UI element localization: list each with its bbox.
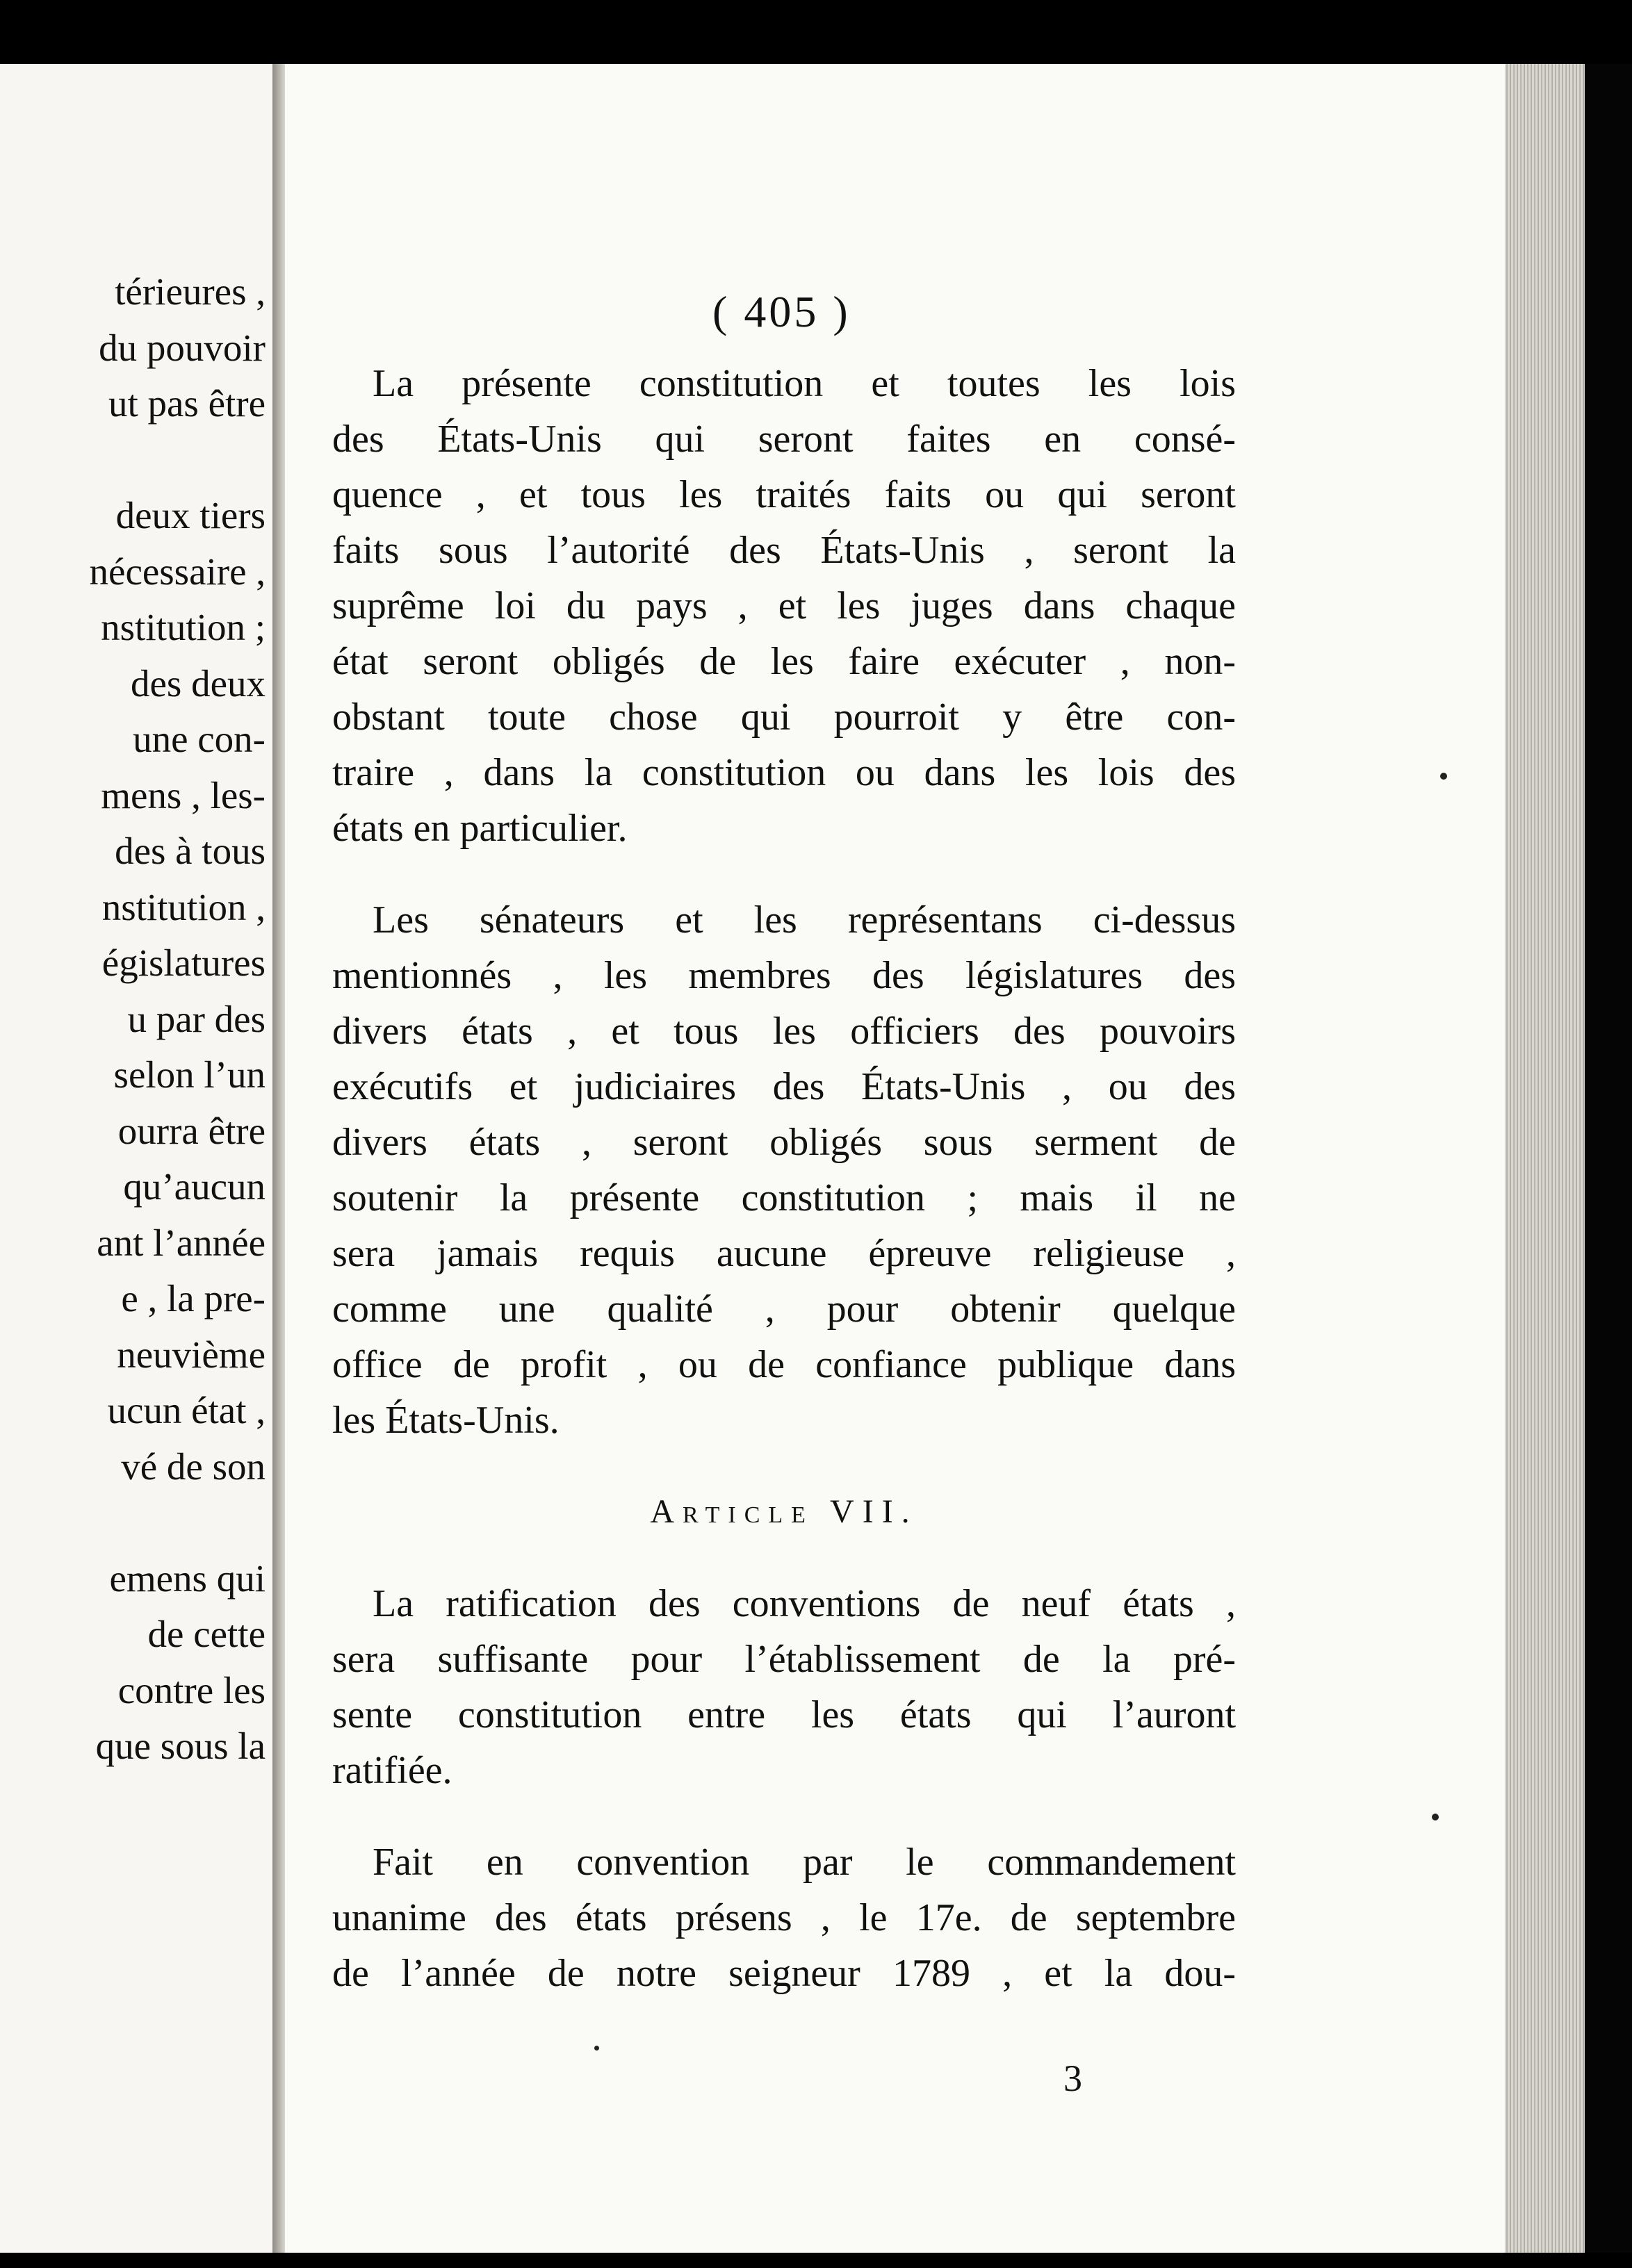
text-line: La présente constitution et toutes les lois xyxy=(373,362,1236,405)
book-gutter xyxy=(272,64,285,2253)
text-line: quence , et tous les traités faits ou qui seront xyxy=(332,473,1236,516)
left-page-line: du pouvoir xyxy=(99,326,266,369)
left-facing-page xyxy=(0,64,275,2253)
text-line: ratifiée. xyxy=(332,1749,452,1792)
left-page-line: u par des xyxy=(127,997,266,1040)
ink-spot xyxy=(1432,1814,1439,1821)
left-page-line: contre les xyxy=(117,1668,266,1711)
text-line: les États-Unis. xyxy=(332,1399,560,1442)
text-line: suprême loi du pays , et les juges dans chaque xyxy=(332,584,1236,627)
text-line: faits sous l’autorité des États-Unis , seront la xyxy=(332,529,1236,572)
left-page-line: une con- xyxy=(133,718,266,760)
left-page-line: e , la pre- xyxy=(121,1277,266,1320)
text-line: états en particulier. xyxy=(332,807,628,850)
main-text xyxy=(332,356,1236,2001)
left-page-line: emens qui xyxy=(109,1556,266,1600)
text-line: obstant toute chose qui pourroit y être con- xyxy=(332,696,1236,739)
left-page-line: des à tous xyxy=(115,830,266,872)
text-line: divers états , seront obligés sous serment de xyxy=(332,1121,1236,1164)
text-line: La ratification des conventions de neuf états , xyxy=(373,1582,1236,1625)
left-page-line: égislatures xyxy=(101,942,266,984)
ink-spot xyxy=(594,2046,599,2051)
paragraph-2 xyxy=(332,892,1236,1448)
paragraph-3 xyxy=(332,1576,1236,1798)
text-line: comme une qualité , pour obtenir quelque xyxy=(332,1288,1236,1331)
text-line: état seront obligés de les faire exécuter , non- xyxy=(332,640,1236,683)
left-page-line: ut pas être xyxy=(108,382,266,425)
text-line: mentionnés , les membres des législatures des xyxy=(332,954,1236,997)
scan-border xyxy=(1585,64,1632,2253)
left-page-line: neuvième xyxy=(117,1333,266,1376)
text-line: divers états , et tous les officiers des pouvoirs xyxy=(332,1010,1236,1053)
page-number: ( 405 ) xyxy=(712,287,851,336)
left-page-line: des deux xyxy=(131,662,266,705)
left-page-line: nstitution , xyxy=(101,885,266,928)
left-page-line: mens , les- xyxy=(101,773,266,816)
left-page-line: térieures , xyxy=(115,270,266,313)
left-page-line: ant l’année xyxy=(97,1221,266,1264)
left-page-line: de cette xyxy=(147,1613,266,1655)
text-line: des États-Unis qui seront faites en consé- xyxy=(332,418,1236,461)
signature-mark: 3 xyxy=(1063,2057,1082,2099)
left-page-line: qu’aucun xyxy=(123,1165,266,1208)
text-line: Les sénateurs et les représentans ci-dessus xyxy=(373,898,1236,942)
paragraph-1 xyxy=(332,356,1236,856)
left-page-line: ourra être xyxy=(117,1109,266,1152)
left-page-line: selon l’un xyxy=(113,1053,266,1096)
text-line: soutenir la présente constitution ; mais il ne xyxy=(332,1176,1236,1219)
left-page-line: vé de son xyxy=(121,1445,266,1488)
paragraph-4 xyxy=(332,1834,1236,2001)
left-page-line: ucun état , xyxy=(107,1389,266,1431)
left-page-line: nécessaire , xyxy=(89,550,266,593)
text-line: traire , dans la constitution ou dans les lois des xyxy=(332,751,1236,794)
text-line: unanime des états présens , le 17e. de septembre xyxy=(332,1896,1236,1939)
text-line: de l’année de notre seigneur 1789 , et la dou- xyxy=(332,1952,1236,1995)
left-page-line: que sous la xyxy=(95,1725,266,1767)
text-line: sera suffisante pour l’établissement de la pré- xyxy=(332,1638,1236,1681)
text-line: sera jamais requis aucune épreuve religieuse , xyxy=(332,1232,1236,1275)
article-heading: Article VII. xyxy=(650,1493,918,1530)
left-page-line: nstitution ; xyxy=(101,606,266,648)
ink-spot xyxy=(1440,773,1447,780)
text-line: exécutifs et judiciaires des États-Unis , ou des xyxy=(332,1065,1236,1108)
page-edges xyxy=(1505,64,1585,2253)
text-line: Fait en convention par le commandement xyxy=(373,1841,1236,1884)
text-line: sente constitution entre les états qui l’auront xyxy=(332,1693,1236,1736)
text-line: office de profit , ou de confiance publique dans xyxy=(332,1343,1236,1386)
left-page-line: deux tiers xyxy=(115,494,266,536)
